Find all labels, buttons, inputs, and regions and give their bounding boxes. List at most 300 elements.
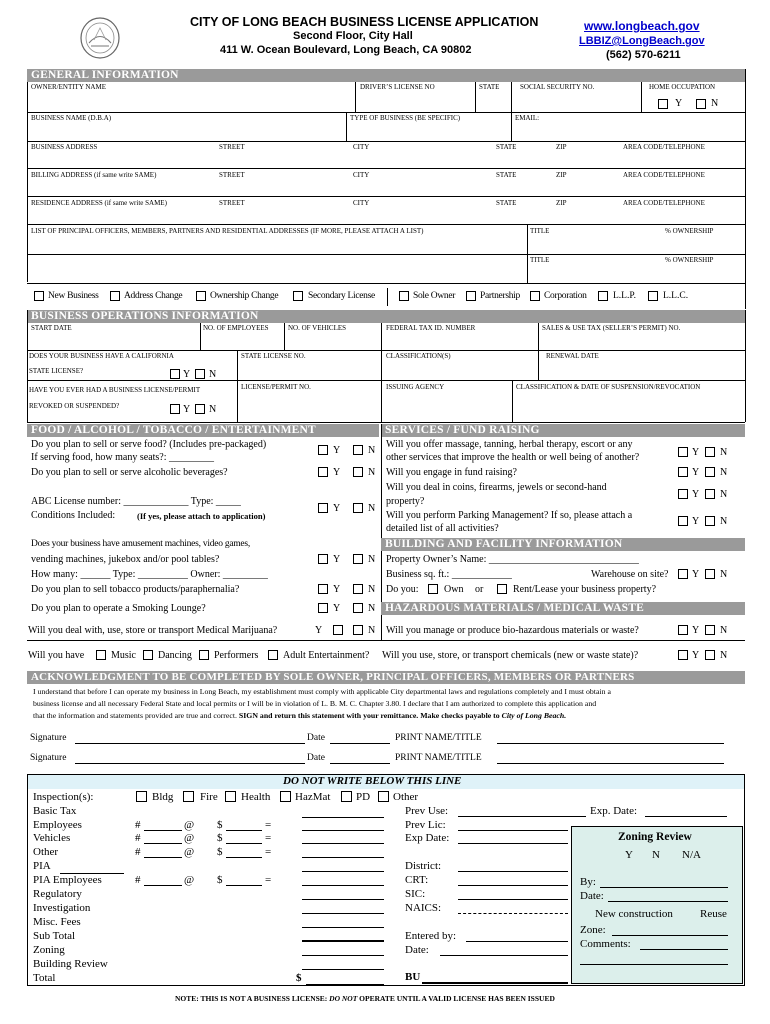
- yes-label: Y: [333, 584, 341, 595]
- revoked-no-checkbox[interactable]: [195, 404, 205, 414]
- yes-label: Y: [692, 489, 700, 500]
- email-label: EMAIL:: [515, 114, 540, 122]
- bu-line[interactable]: [422, 982, 568, 984]
- music-checkbox[interactable]: [96, 650, 106, 660]
- food-question: Do you plan to sell or serve food? (Includes pre-packaged): [31, 439, 267, 450]
- acknowledgment-text-1: I understand that before I can operate my business in Long Beach, my establishment must comply with applicable City departmental laws and regulations completely and I must obtain a: [33, 687, 611, 696]
- street-label: STREET: [219, 171, 245, 179]
- exp-date-label: Exp. Date:: [590, 805, 638, 817]
- count-hash: #: [135, 819, 141, 831]
- parking-question-cont: detailed list of all activities?: [386, 523, 499, 534]
- llp-checkbox[interactable]: [598, 291, 608, 301]
- biohazard-no-checkbox[interactable]: [705, 625, 715, 635]
- parking-question: Will you perform Parking Management? If so, please attach a: [386, 510, 633, 521]
- adult-entertainment-label: Adult Entertainment?: [283, 650, 370, 661]
- fee-row-label: Vehicles: [33, 832, 71, 844]
- dollar-sign: $: [217, 846, 223, 858]
- sole-owner-label: Sole Owner: [413, 291, 456, 301]
- state-label: STATE: [496, 171, 517, 179]
- fee-row-label: Total: [33, 972, 56, 984]
- residence-address-label: RESIDENCE ADDRESS (if same write SAME): [31, 199, 167, 207]
- city-label: CITY: [353, 171, 370, 179]
- date-line[interactable]: [330, 763, 390, 764]
- abc-no-checkbox[interactable]: [353, 503, 363, 513]
- employees-count-line[interactable]: [144, 830, 182, 831]
- new-business-label: New Business: [48, 291, 99, 301]
- parking-yes-checkbox[interactable]: [678, 516, 688, 526]
- other-label: Other: [393, 791, 419, 803]
- ownership-label: % OWNERSHIP: [665, 227, 714, 235]
- food-yes-checkbox[interactable]: [318, 445, 328, 455]
- ownership-change-checkbox[interactable]: [196, 291, 206, 301]
- prev-lic-label: Prev Lic:: [405, 819, 446, 831]
- no-label: N: [368, 603, 376, 614]
- fee-row-label: Misc. Fees: [33, 916, 81, 928]
- address-change-checkbox[interactable]: [110, 291, 120, 301]
- title-label: TITLE: [530, 256, 550, 264]
- marijuana-no-checkbox[interactable]: [353, 625, 363, 635]
- prev-use-line[interactable]: [458, 816, 586, 817]
- no-label: N: [720, 625, 728, 636]
- issuing-agency-label: ISSUING AGENCY: [386, 383, 445, 391]
- parking-no-checkbox[interactable]: [705, 516, 715, 526]
- yes-label: Y: [692, 516, 700, 527]
- zoning-date-label: Date:: [580, 890, 604, 902]
- amusement-yes-checkbox[interactable]: [318, 554, 328, 564]
- owner-name-label: OWNER/ENTITY NAME: [31, 83, 106, 91]
- street-label: STREET: [219, 199, 245, 207]
- partnership-checkbox[interactable]: [466, 291, 476, 301]
- food-section-header: FOOD / ALCOHOL / TOBACCO / ENTERTAINMENT: [27, 424, 379, 437]
- total-dollar: $: [296, 972, 302, 984]
- state-label: STATE: [496, 199, 517, 207]
- other-rate-line[interactable]: [226, 857, 262, 858]
- checks-instruction: Make checks payable to: [420, 711, 500, 720]
- reuse-option[interactable]: Reuse: [700, 908, 727, 920]
- no-label: N: [368, 554, 376, 565]
- fee-row-label: Other: [33, 846, 59, 858]
- other-count-line[interactable]: [144, 857, 182, 858]
- no-label: N: [368, 503, 376, 514]
- performers-label: Performers: [214, 650, 259, 661]
- date-label: Date: [307, 733, 325, 743]
- health-label: Health: [241, 791, 271, 803]
- entered-by-label: Entered by:: [405, 930, 457, 942]
- chemicals-yes-checkbox[interactable]: [678, 650, 688, 660]
- comments-label: Comments:: [580, 938, 631, 950]
- fee-row-label: Basic Tax: [33, 805, 77, 817]
- amount-line[interactable]: [302, 817, 384, 818]
- dollar-sign: $: [217, 874, 223, 886]
- no-label: N: [368, 467, 376, 478]
- secondary-license-label: Secondary License: [308, 291, 375, 301]
- zoning-na[interactable]: N/A: [682, 849, 701, 861]
- classification-label: CLASSIFICATION(S): [386, 352, 451, 360]
- print-name-line[interactable]: [497, 763, 724, 764]
- amusement-question: Does your business have amusement machines, video games,: [31, 539, 250, 549]
- corporation-checkbox[interactable]: [530, 291, 540, 301]
- zone-line[interactable]: [612, 935, 728, 936]
- zip-label: ZIP: [556, 199, 567, 207]
- zone-label: Zone:: [580, 924, 606, 936]
- zoning-by-line[interactable]: [600, 887, 728, 888]
- vehicles-rate-line[interactable]: [226, 843, 262, 844]
- ownership-label: % OWNERSHIP: [665, 256, 714, 264]
- llc-checkbox[interactable]: [648, 291, 658, 301]
- no-label: N: [720, 489, 728, 500]
- yes-label: Y: [333, 503, 341, 514]
- pia-count-line[interactable]: [144, 885, 182, 886]
- signature-line[interactable]: [75, 743, 305, 744]
- comments-line-2[interactable]: [580, 964, 728, 965]
- email-link[interactable]: LBBIZ@LongBeach.gov: [579, 35, 705, 47]
- telephone-label: AREA CODE/TELEPHONE: [623, 143, 705, 151]
- coins-yes-checkbox[interactable]: [678, 489, 688, 499]
- telephone-label: AREA CODE/TELEPHONE: [623, 171, 705, 179]
- revoked-question: HAVE YOU EVER HAD A BUSINESS LICENSE/PERMIT: [29, 386, 201, 394]
- other-checkbox[interactable]: [378, 791, 389, 802]
- rent-lease-label: Rent/Lease your business property?: [513, 584, 657, 595]
- count-hash: #: [135, 846, 141, 858]
- at-symbol: @: [184, 846, 195, 858]
- dollar-sign: $: [217, 819, 223, 831]
- entertainment-lead: Will you have: [28, 650, 85, 661]
- entered-by-line[interactable]: [466, 941, 568, 942]
- hazmat-checkbox[interactable]: [280, 791, 291, 802]
- print-name-label: PRINT NAME/TITLE: [395, 753, 482, 763]
- secondary-license-checkbox[interactable]: [293, 291, 303, 301]
- chemicals-question: Will you use, store, or transport chemicals (new or waste state)?: [382, 650, 639, 661]
- smoking-yes-checkbox[interactable]: [318, 603, 328, 613]
- fee-row-label: Building Review: [33, 958, 108, 970]
- prev-lic-line[interactable]: [458, 830, 568, 831]
- subtotal-line[interactable]: [302, 940, 384, 942]
- classification-date-label: CLASSIFICATION & DATE OF SUSPENSION/REVOCATION: [516, 383, 701, 391]
- new-business-checkbox[interactable]: [34, 291, 44, 301]
- coins-question-cont: property?: [386, 496, 425, 507]
- date-line[interactable]: [330, 743, 390, 744]
- header-address: 411 W. Ocean Boulevard, Long Beach, CA 90802: [220, 44, 472, 56]
- amount-line[interactable]: [302, 955, 384, 956]
- fee-row-label: Zoning: [33, 944, 65, 956]
- acknowledgment-section-header: ACKNOWLEDGMENT TO BE COMPLETED BY SOLE OWNER, PRINCIPAL OFFICERS, MEMBERS OR PARTNERS: [27, 671, 745, 684]
- massage-question-cont: other services that improve the health or well being of another?: [386, 452, 640, 463]
- biohazard-question: Will you manage or produce bio-hazardous materials or waste?: [386, 625, 639, 636]
- warehouse-yes-checkbox[interactable]: [678, 569, 688, 579]
- seats-question: If serving food, how many seats?: _________: [31, 452, 215, 463]
- amusement-no-checkbox[interactable]: [353, 554, 363, 564]
- signature-label: Signature: [30, 733, 67, 743]
- address-change-label: Address Change: [124, 291, 183, 301]
- print-name-line[interactable]: [497, 743, 724, 744]
- date-label: Date: [307, 753, 325, 763]
- alcohol-question: Do you plan to sell or serve alcoholic beverages?: [31, 467, 228, 478]
- state-license-no-label: STATE LICENSE NO.: [241, 352, 306, 360]
- property-owner-field: Property Owner’s Name: ______________________________: [386, 554, 639, 565]
- yes-label: Y: [692, 625, 700, 636]
- hazmat-label: HazMat: [295, 791, 331, 803]
- pd-checkbox[interactable]: [341, 791, 352, 802]
- zip-label: ZIP: [556, 143, 567, 151]
- state-label: STATE: [479, 83, 500, 91]
- services-section-header: SERVICES / FUND RAISING: [381, 424, 745, 437]
- biohazard-yes-checkbox[interactable]: [678, 625, 688, 635]
- at-symbol: @: [184, 832, 195, 844]
- own-checkbox[interactable]: [428, 584, 438, 594]
- amount-line[interactable]: [302, 871, 384, 872]
- federal-tax-id-label: FEDERAL TAX ID. NUMBER: [386, 324, 476, 332]
- pia-rate-line[interactable]: [226, 885, 262, 886]
- comments-line[interactable]: [640, 949, 728, 950]
- start-date-label: START DATE: [31, 324, 72, 332]
- no-label: N: [209, 369, 217, 380]
- llc-label: L.L.C.: [663, 291, 689, 301]
- marijuana-question: Will you deal with, use, store or transport Medical Marijuana?: [28, 625, 278, 636]
- corporation-label: Corporation: [544, 291, 587, 301]
- building-section-header: BUILDING AND FACILITY INFORMATION: [381, 538, 745, 551]
- ssn-label: SOCIAL SECURITY NO.: [520, 83, 595, 91]
- acknowledgment-text-3: that the information and statements provided are true and correct. SIGN and return this statement with your remittance. Make checks payable to City of Long Beach.: [33, 711, 567, 720]
- adult-entertainment-checkbox[interactable]: [268, 650, 278, 660]
- street-label: STREET: [219, 143, 245, 151]
- equals-sign: =: [265, 874, 272, 886]
- no-label: N: [368, 445, 376, 456]
- dancing-label: Dancing: [158, 650, 192, 661]
- fundraising-yes-checkbox[interactable]: [678, 467, 688, 477]
- exp-date-line[interactable]: [645, 816, 727, 817]
- exp-date2-line[interactable]: [458, 843, 568, 844]
- employees-rate-line[interactable]: [226, 830, 262, 831]
- city-label: CITY: [353, 199, 370, 207]
- dancing-checkbox[interactable]: [143, 650, 153, 660]
- vehicles-label: NO. OF VEHICLES: [288, 324, 347, 332]
- business-address-label: BUSINESS ADDRESS: [31, 143, 98, 151]
- sic-label: SIC:: [405, 888, 426, 900]
- office-date-line[interactable]: [440, 955, 568, 956]
- header-floor: Second Floor, City Hall: [293, 30, 413, 42]
- form-title: CITY OF LONG BEACH BUSINESS LICENSE APPLICATION: [190, 15, 539, 29]
- officers-label: LIST OF PRINCIPAL OFFICERS, MEMBERS, PARTNERS AND RESIDENTIAL ADDRESSES (IF MORE, PLEASE ATTACH A LIST): [31, 227, 424, 235]
- alcohol-no-checkbox[interactable]: [353, 467, 363, 477]
- equals-sign: =: [265, 846, 272, 858]
- zip-label: ZIP: [556, 171, 567, 179]
- at-symbol: @: [184, 819, 195, 831]
- fundraising-question: Will you engage in fund raising?: [386, 467, 517, 478]
- rent-lease-checkbox[interactable]: [497, 584, 507, 594]
- no-label: N: [720, 569, 728, 580]
- sic-line[interactable]: [458, 899, 568, 900]
- yes-label: Y: [315, 625, 323, 636]
- fundraising-no-checkbox[interactable]: [705, 467, 715, 477]
- state-license-yes-checkbox[interactable]: [170, 369, 180, 379]
- permit-no-label: LICENSE/PERMIT NO.: [241, 383, 311, 391]
- fee-row-label: Regulatory: [33, 888, 82, 900]
- yes-label: Y: [692, 569, 700, 580]
- llp-label: L.L.P.: [613, 291, 636, 301]
- amount-line[interactable]: [302, 885, 384, 886]
- chemicals-no-checkbox[interactable]: [705, 650, 715, 660]
- warehouse-no-checkbox[interactable]: [705, 569, 715, 579]
- city-seal-logo: [80, 16, 120, 60]
- crt-label: CRT:: [405, 874, 429, 886]
- district-label: District:: [405, 860, 442, 872]
- how-many-field: How many: ______ Type: __________ Owner: _________: [31, 569, 268, 580]
- website-link[interactable]: www.longbeach.gov: [584, 19, 700, 33]
- business-type-label: TYPE OF BUSINESS (BE SPECIFIC): [350, 114, 461, 122]
- smoking-no-checkbox[interactable]: [353, 603, 363, 613]
- tobacco-no-checkbox[interactable]: [353, 584, 363, 594]
- no-label: N: [209, 404, 217, 415]
- health-checkbox[interactable]: [225, 791, 236, 802]
- massage-yes-checkbox[interactable]: [678, 447, 688, 457]
- tobacco-yes-checkbox[interactable]: [318, 584, 328, 594]
- district-line[interactable]: [458, 871, 568, 872]
- acknowledgment-text-2: business license and all necessary Federal State and local permits or I will be in violation of L. B. M. C. Chapter 3.80. I declare that I am authorized to complete this application and: [33, 699, 597, 708]
- yes-label: Y: [183, 404, 191, 415]
- bldg-label: Bldg: [152, 791, 174, 803]
- yes-label: Y: [333, 467, 341, 478]
- yes-label: Y: [675, 98, 683, 109]
- zoning-date-line[interactable]: [608, 901, 728, 902]
- yes-label: Y: [183, 369, 191, 380]
- or-label: or: [475, 584, 484, 595]
- general-section-header: GENERAL INFORMATION: [27, 69, 745, 82]
- zoning-review-title: Zoning Review: [618, 831, 692, 843]
- revoked-yes-checkbox[interactable]: [170, 404, 180, 414]
- zoning-no[interactable]: N: [652, 849, 660, 861]
- partnership-label: Partnership: [480, 291, 520, 301]
- zoning-yes[interactable]: Y: [625, 849, 633, 861]
- tobacco-question: Do you plan to sell tobacco products/paraphernalia?: [31, 584, 240, 595]
- yes-label: Y: [692, 650, 700, 661]
- total-line[interactable]: [306, 984, 384, 986]
- home-occupation-no-checkbox[interactable]: [696, 99, 706, 109]
- pd-label: PD: [356, 791, 371, 803]
- abc-yes-checkbox[interactable]: [318, 503, 328, 513]
- payee: City of Long Beach.: [501, 711, 567, 720]
- alcohol-yes-checkbox[interactable]: [318, 467, 328, 477]
- food-no-checkbox[interactable]: [353, 445, 363, 455]
- smoking-lounge-question: Do you plan to operate a Smoking Lounge?: [31, 603, 206, 614]
- do-not-write-banner: DO NOT WRITE BELOW THIS LINE: [283, 775, 462, 787]
- bldg-checkbox[interactable]: [136, 791, 147, 802]
- yes-label: Y: [333, 554, 341, 565]
- vehicles-count-line[interactable]: [144, 843, 182, 844]
- no-label: N: [720, 650, 728, 661]
- bu-label: BU: [405, 971, 421, 983]
- yes-label: Y: [692, 467, 700, 478]
- massage-no-checkbox[interactable]: [705, 447, 715, 457]
- no-label: N: [368, 625, 376, 636]
- inspections-label: Inspection(s):: [33, 791, 94, 803]
- dollar-sign: $: [217, 832, 223, 844]
- fee-row-label: PIA: [33, 860, 51, 872]
- naics-line[interactable]: [458, 913, 568, 914]
- amount-line[interactable]: [302, 857, 384, 858]
- hazardous-section-header: HAZARDOUS MATERIALS / MEDICAL WASTE: [381, 602, 745, 615]
- billing-address-label: BILLING ADDRESS (if same write SAME): [31, 171, 157, 179]
- coins-no-checkbox[interactable]: [705, 489, 715, 499]
- dba-label: BUSINESS NAME (D.B.A): [31, 114, 112, 122]
- drivers-license-label: DRIVER’S LICENSE NO: [360, 83, 435, 91]
- no-label: N: [720, 467, 728, 478]
- header-phone: (562) 570-6211: [606, 49, 681, 61]
- exp-date-label: Exp Date:: [405, 832, 450, 844]
- amount-line[interactable]: [302, 899, 384, 900]
- title-label: TITLE: [530, 227, 550, 235]
- signature-line[interactable]: [75, 763, 305, 764]
- sole-owner-checkbox[interactable]: [399, 291, 409, 301]
- amount-line[interactable]: [302, 927, 384, 928]
- massage-question: Will you offer massage, tanning, herbal therapy, escort or any: [386, 439, 633, 450]
- prev-use-label: Prev Use:: [405, 805, 449, 817]
- at-symbol: @: [184, 874, 195, 886]
- state-label: STATE: [496, 143, 517, 151]
- fee-row-label: Employees: [33, 819, 82, 831]
- warehouse-question: Warehouse on site?: [591, 569, 669, 580]
- ownership-change-label: Ownership Change: [210, 291, 279, 301]
- state-license-no-checkbox[interactable]: [195, 369, 205, 379]
- coins-question: Will you deal in coins, firearms, jewels or second-hand: [386, 482, 607, 493]
- equals-sign: =: [265, 832, 272, 844]
- sign-instruction: SIGN and return this statement with your remittance.: [238, 711, 419, 720]
- employees-label: NO. OF EMPLOYEES: [203, 324, 269, 332]
- zoning-by-label: By:: [580, 876, 596, 888]
- signature-label: Signature: [30, 753, 67, 763]
- home-occupation-yes-checkbox[interactable]: [658, 99, 668, 109]
- sales-tax-label: SALES & USE TAX (SELLER’S PERMIT) NO.: [542, 324, 681, 332]
- amusement-question-cont: vending machines, jukebox and/or pool tables?: [31, 554, 220, 565]
- yes-label: Y: [692, 447, 700, 458]
- fee-row-label: Investigation: [33, 902, 91, 914]
- conditions-label: Conditions Included:: [31, 510, 116, 521]
- california-license-label: DOES YOUR BUSINESS HAVE A CALIFORNIA: [29, 352, 174, 360]
- amount-line[interactable]: [302, 830, 384, 831]
- do-you-label: Do you:: [386, 584, 419, 595]
- crt-line[interactable]: [458, 885, 568, 886]
- fee-row-label: PIA Employees: [33, 874, 102, 886]
- fire-checkbox[interactable]: [183, 791, 194, 802]
- no-label: N: [720, 447, 728, 458]
- print-name-label: PRINT NAME/TITLE: [395, 733, 482, 743]
- revoked-question-cont: REVOKED OR SUSPENDED?: [29, 402, 120, 410]
- sqft-field: Business sq. ft.: ____________: [386, 569, 512, 580]
- marijuana-yes-checkbox[interactable]: [333, 625, 343, 635]
- fire-label: Fire: [200, 791, 218, 803]
- yes-label: Y: [333, 445, 341, 456]
- yes-label: Y: [333, 603, 341, 614]
- performers-checkbox[interactable]: [199, 650, 209, 660]
- music-label: Music: [111, 650, 136, 661]
- amount-line[interactable]: [302, 843, 384, 844]
- state-license-question: STATE LICENSE?: [29, 367, 84, 375]
- new-construction-option[interactable]: New construction: [595, 908, 673, 920]
- fee-row-label: Sub Total: [33, 930, 76, 942]
- abc-license-field: ABC License number: _____________ Type: _____: [31, 496, 241, 507]
- conditions-note: (If yes, please attach to application): [137, 511, 266, 521]
- operations-section-header: BUSINESS OPERATIONS INFORMATION: [27, 310, 745, 323]
- office-date-label: Date:: [405, 944, 429, 956]
- city-label: CITY: [353, 143, 370, 151]
- amount-line[interactable]: [302, 913, 384, 914]
- amount-line[interactable]: [302, 969, 384, 970]
- footer-note: NOTE: THIS IS NOT A BUSINESS LICENSE: DO NOT OPERATE UNTIL A VALID LICENSE HAS BEEN ISSUED: [175, 994, 555, 1003]
- no-label: N: [368, 584, 376, 595]
- count-hash: #: [135, 874, 141, 886]
- renewal-date-label: RENEWAL DATE: [546, 352, 599, 360]
- home-occupation-label: HOME OCCUPATION: [649, 83, 716, 91]
- equals-sign: =: [265, 819, 272, 831]
